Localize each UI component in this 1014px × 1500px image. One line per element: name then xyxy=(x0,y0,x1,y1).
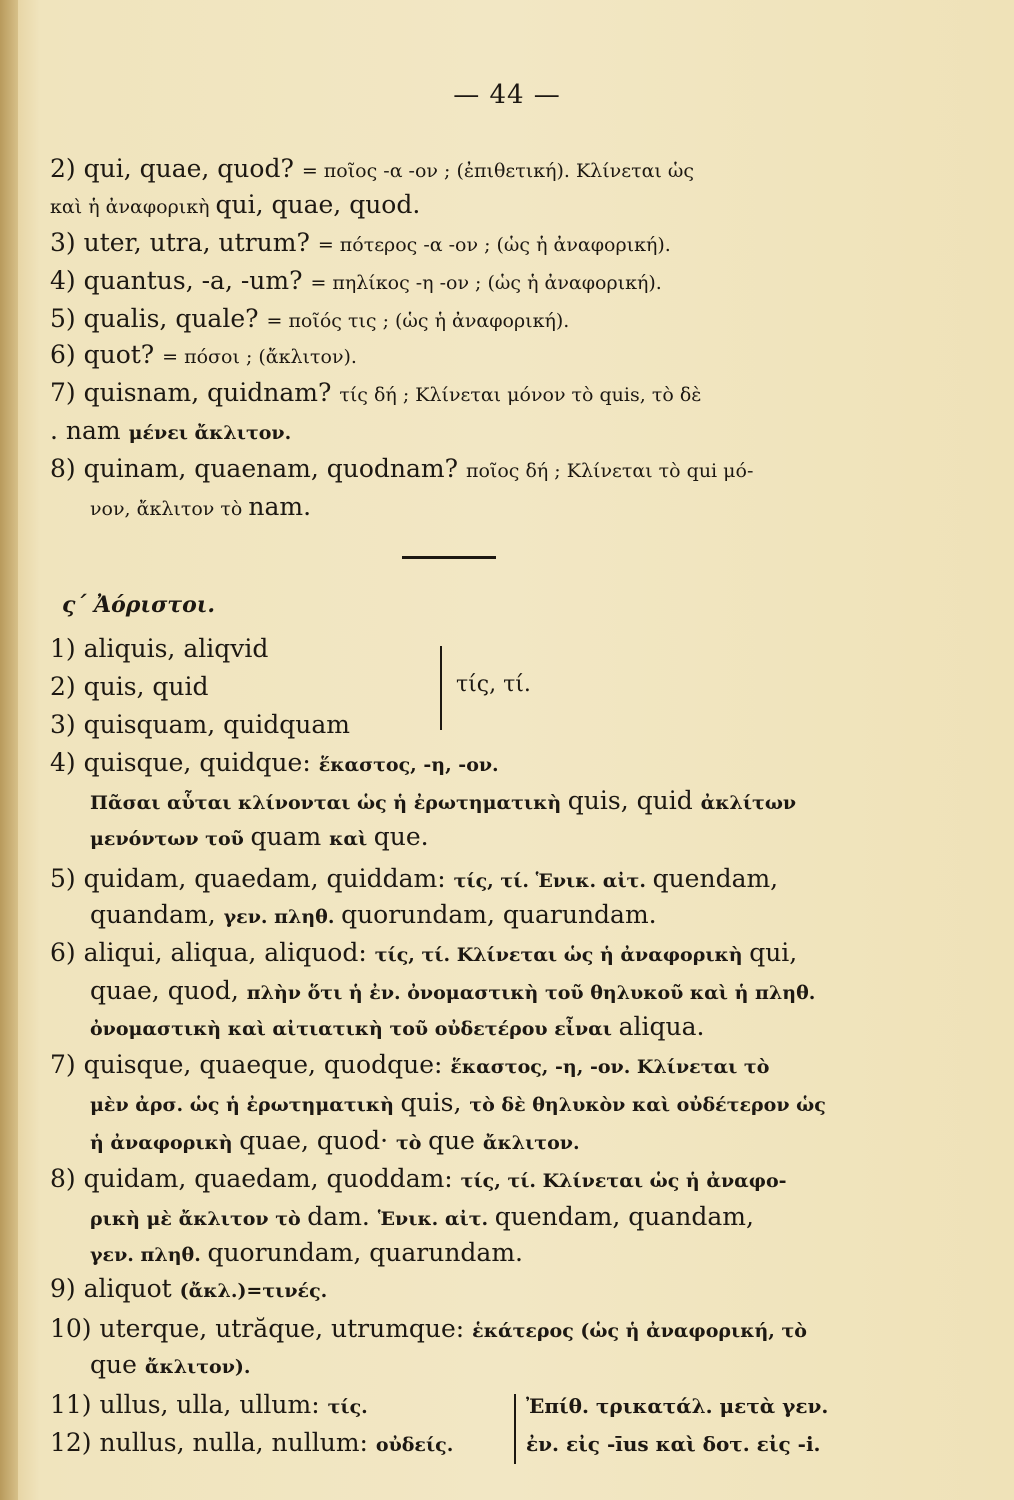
entry-line xyxy=(50,862,890,898)
latin-text: dam. xyxy=(307,1202,378,1231)
entry-line xyxy=(90,898,930,934)
greek-text: τὸ xyxy=(395,1132,429,1154)
entry-line xyxy=(50,452,890,488)
page-number: — 44 — xyxy=(453,80,561,110)
entry-line xyxy=(90,1124,930,1160)
section-divider xyxy=(402,556,496,559)
side-note: Ἐπίθ. τρικατάλ. μετὰ γεν. xyxy=(526,1394,829,1418)
greek-text: Ἑνικ. αἰτ. xyxy=(377,1208,495,1230)
side-note: ἐν. εἰς -īus καὶ δοτ. εἰς -i. xyxy=(526,1432,821,1456)
entry-line xyxy=(50,414,890,450)
entry-line xyxy=(50,1162,890,1198)
entry-line xyxy=(50,264,890,300)
greek-text: ἄκλιτον. xyxy=(482,1132,580,1154)
greek-text: μενόντων τοῦ xyxy=(90,828,251,850)
entry-line xyxy=(90,820,930,856)
entry-line xyxy=(90,1086,930,1122)
latin-text: 6) quot? xyxy=(50,340,163,369)
greek-text: Πᾶσαι αὗται κλίνονται ὡς ἡ ἐρωτηματικὴ xyxy=(90,792,568,814)
greek-text: ποῖος δή ; Κλίνεται τὸ qui μό- xyxy=(465,460,754,482)
latin-text: qui, xyxy=(749,938,798,967)
latin-text: 8) quidam, quaedam, quoddam: xyxy=(50,1164,461,1193)
latin-text: 9) aliquot xyxy=(50,1274,180,1303)
greek-text: ἀκλίτων xyxy=(700,792,797,814)
latin-text: aliqua. xyxy=(618,1012,705,1041)
latin-text: 1) aliquis, aliqvid xyxy=(50,634,269,663)
greek-text: καὶ xyxy=(329,828,374,850)
latin-text: 6) aliqui, aliqua, aliquod: xyxy=(50,938,375,967)
greek-text: τίς δή ; Κλίνεται μόνον τὸ quis, τὸ δὲ xyxy=(339,384,702,406)
latin-text: 2) qui, quae, quod? xyxy=(50,154,302,183)
latin-text: 2) quis, quid xyxy=(50,672,209,701)
greek-text: τὸ δὲ θηλυκὸν καὶ οὐδέτερον ὡς xyxy=(469,1094,826,1116)
latin-text: qui, quae, quod. xyxy=(215,190,421,219)
latin-text: 7) quisque, quaeque, quodque: xyxy=(50,1050,451,1079)
entry-line xyxy=(90,974,930,1010)
latin-text: que xyxy=(90,1350,145,1379)
latin-text: 4) quantus, -a, -um? xyxy=(50,266,311,295)
entry-line xyxy=(50,376,890,412)
latin-text: quae, quod· xyxy=(239,1126,396,1155)
entry-line xyxy=(50,1272,890,1308)
latin-text: 10) uterque, utrăque, utrumque: xyxy=(50,1314,473,1343)
latin-text: 7) quisnam, quidnam? xyxy=(50,378,340,407)
greek-text: γεν. πληθ. xyxy=(223,906,342,928)
greek-text: τίς, τί. Κλίνεται ὡς ἡ ἀναφορικὴ xyxy=(374,944,750,966)
entry-line xyxy=(50,338,890,374)
binding-gutter xyxy=(0,0,18,1500)
latin-text: quae, quod, xyxy=(90,976,247,1005)
entry-line xyxy=(90,1010,930,1046)
greek-text: ἡ ἀναφορικὴ xyxy=(90,1132,240,1154)
brace xyxy=(440,646,442,730)
latin-text: quam xyxy=(250,822,330,851)
entry-line xyxy=(50,152,890,188)
greek-text: = πότερος -α -ον ; (ὡς ἡ ἀναφορική). xyxy=(317,234,671,256)
latin-text: nam. xyxy=(248,492,312,521)
latin-text: quorundam, quarundam. xyxy=(207,1238,523,1267)
brace-gloss: τίς, τί. xyxy=(456,672,531,697)
latin-text: 12) nullus, nulla, nullum: xyxy=(50,1428,376,1457)
latin-text: 4) quisque, quidque: xyxy=(50,748,319,777)
entry-line xyxy=(50,632,890,666)
latin-text: 5) qualis, quale? xyxy=(50,304,267,333)
entry-line xyxy=(50,746,890,782)
entry-line xyxy=(90,1236,930,1272)
entry-line xyxy=(90,490,930,526)
latin-text: 3) uter, utra, utrum? xyxy=(50,228,318,257)
greek-text: μένει ἄκλιτον. xyxy=(128,422,292,444)
greek-text: ἑκάτερος (ὡς ἡ ἀναφορική, τὸ xyxy=(472,1320,807,1342)
entry-line xyxy=(90,1348,930,1384)
greek-text: γεν. πληθ. xyxy=(90,1244,208,1266)
greek-text: ἕκαστος, -η, -ον. xyxy=(318,754,499,776)
greek-text: ἄκλιτον). xyxy=(144,1356,251,1378)
latin-text: quendam, quandam, xyxy=(494,1202,754,1231)
greek-text: = πηλίκος -η -ον ; (ὡς ἡ ἀναφορική). xyxy=(310,272,662,294)
entry-line xyxy=(50,302,890,338)
latin-text: 11) ullus, ulla, ullum: xyxy=(50,1390,328,1419)
section-title: ς΄ Ἀόριστοι. xyxy=(62,592,216,618)
greek-text: = πόσοι ; (ἄκλιτον). xyxy=(162,346,357,368)
latin-text: 8) quinam, quaenam, quodnam? xyxy=(50,454,466,483)
latin-text: 5) quidam, quaedam, quiddam: xyxy=(50,864,454,893)
latin-text: . nam xyxy=(50,416,129,445)
entry-line xyxy=(50,1312,890,1348)
latin-text: quendam, xyxy=(652,864,779,893)
brace xyxy=(514,1394,516,1464)
latin-text: quis, xyxy=(400,1088,470,1117)
greek-text: (ἄκλ.)=τινές. xyxy=(179,1280,328,1302)
greek-text: καὶ ἡ ἀναφορικὴ xyxy=(50,196,216,218)
latin-text: que. xyxy=(373,822,429,851)
greek-text: τίς, τί. Ἑνικ. αἰτ. xyxy=(453,870,653,892)
latin-text: quandam, xyxy=(90,900,224,929)
greek-text: μὲν ἀρσ. ὡς ἡ ἐρωτηματικὴ xyxy=(90,1094,401,1116)
greek-text: νον, ἄκλιτον τὸ xyxy=(90,498,249,520)
greek-text: ὀνομαστικὴ καὶ αἰτιατικὴ τοῦ οὐδετέρου εἶναι xyxy=(90,1018,619,1040)
latin-text: 3) quisquam, quidquam xyxy=(50,710,350,739)
entry-line xyxy=(50,188,890,224)
greek-text: τίς, τί. Κλίνεται ὡς ἡ ἀναφο- xyxy=(460,1170,787,1192)
entry-line xyxy=(50,936,890,972)
entry-line xyxy=(50,708,890,742)
greek-text: ἕκαστος, -η, -ον. Κλίνεται τὸ xyxy=(450,1056,770,1078)
latin-text: quis, quid xyxy=(567,786,701,815)
latin-text: quorundam, quarundam. xyxy=(341,900,657,929)
greek-text: = ποῖος -α -ον ; (ἐπιθετική). Κλίνεται ὡς xyxy=(301,160,695,182)
greek-text: τίς. xyxy=(327,1396,368,1418)
greek-text: = ποῖός τις ; (ὡς ἡ ἀναφορική). xyxy=(266,310,570,332)
greek-text: ρικὴ μὲ ἄκλιτον τὸ xyxy=(90,1208,308,1230)
latin-text: que xyxy=(428,1126,483,1155)
greek-text: πλὴν ὅτι ἡ ἐν. ὀνομαστικὴ τοῦ θηλυκοῦ καὶ ἡ πληθ. xyxy=(246,982,816,1004)
entry-line xyxy=(50,226,890,262)
entry-line xyxy=(90,784,930,820)
entry-line xyxy=(50,1048,890,1084)
entry-line xyxy=(90,1200,930,1236)
greek-text: οὐδείς. xyxy=(375,1434,454,1456)
